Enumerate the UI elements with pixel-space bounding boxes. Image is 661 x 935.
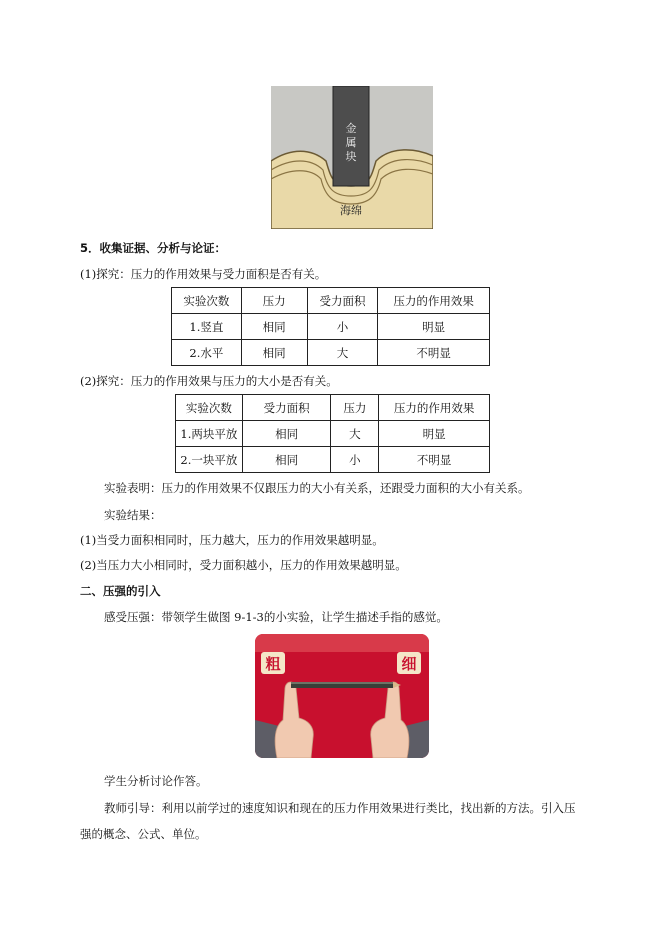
table-2-header: 受力面积 (242, 395, 331, 421)
students-answer-text: 学生分析讨论作答。 (104, 774, 208, 788)
block-label-1: 金 (345, 122, 357, 135)
block-label-3: 块 (345, 150, 357, 163)
table-1-header: 压力的作用效果 (378, 288, 490, 314)
table-1-header: 受力面积 (307, 288, 378, 314)
table-2-header: 压力的作用效果 (379, 395, 490, 421)
explore1-text: (1)探究：压力的作用效果与受力面积是否有关。 (80, 267, 327, 281)
table-cell: 小 (307, 314, 378, 340)
table-cell: 相同 (242, 447, 331, 473)
table-row (172, 314, 490, 340)
teacher-guide-line-1: 教师引导：利用以前学过的速度知识和现在的压力作用效果进行类比，找出新的方法。引入压 (104, 801, 576, 815)
block-label-2: 属 (345, 136, 357, 149)
experiment-shows-text: 实验表明：压力的作用效果不仅跟压力的大小有关系，还跟受力面积的大小有关系。 (104, 481, 530, 495)
table-2-header: 压力 (331, 395, 379, 421)
table-1-header: 实验次数 (172, 288, 242, 314)
table-cell: 2.一块平放 (176, 447, 243, 473)
table-cell: 1.竖直 (172, 314, 242, 340)
section5-heading: 5．收集证据、分析与论证： (80, 241, 227, 255)
table-cell: 1.两块平放 (176, 421, 243, 447)
table-row (172, 340, 490, 366)
section2-heading: 二、压强的引入 (80, 584, 161, 598)
sponge-metal-block-figure (271, 86, 433, 229)
table-1-header-row (172, 288, 490, 314)
table-cell: 明显 (378, 314, 490, 340)
sponge-illustration (271, 86, 433, 229)
table-1 (171, 287, 490, 366)
feel-pressure-text: 感受压强：带领学生做图 9-1-3的小实验，让学生描述手指的感觉。 (104, 610, 448, 624)
table-row (176, 421, 490, 447)
table-row (176, 447, 490, 473)
table-1-header: 压力 (241, 288, 307, 314)
table-cell: 不明显 (379, 447, 490, 473)
result-2: (2)当压力大小相同时，受力面积越小，压力的作用效果越明显。 (80, 558, 407, 572)
teacher-guide-line-2: 强的概念、公式、单位。 (80, 827, 207, 841)
explore2-text: (2)探究：压力的作用效果与压力的大小是否有关。 (80, 374, 338, 388)
experiment-result-label: 实验结果： (104, 508, 162, 522)
table-cell: 小 (331, 447, 379, 473)
table-cell: 相同 (241, 340, 307, 366)
table-2 (175, 394, 490, 473)
pencil-fingers-figure (255, 634, 429, 758)
table-2-header-row (176, 395, 490, 421)
table-2-header: 实验次数 (176, 395, 243, 421)
table-cell: 相同 (242, 421, 331, 447)
table-cell: 大 (307, 340, 378, 366)
sponge-label: 海绵 (340, 204, 362, 217)
pencil-fingers-illustration (255, 634, 429, 758)
thick-label: 粗 (265, 655, 281, 673)
thin-label: 细 (401, 655, 417, 673)
table-cell: 明显 (379, 421, 490, 447)
table-cell: 2.水平 (172, 340, 242, 366)
result-1: (1)当受力面积相同时，压力越大，压力的作用效果越明显。 (80, 533, 384, 547)
table-cell: 不明显 (378, 340, 490, 366)
table-cell: 相同 (241, 314, 307, 340)
table-cell: 大 (331, 421, 379, 447)
